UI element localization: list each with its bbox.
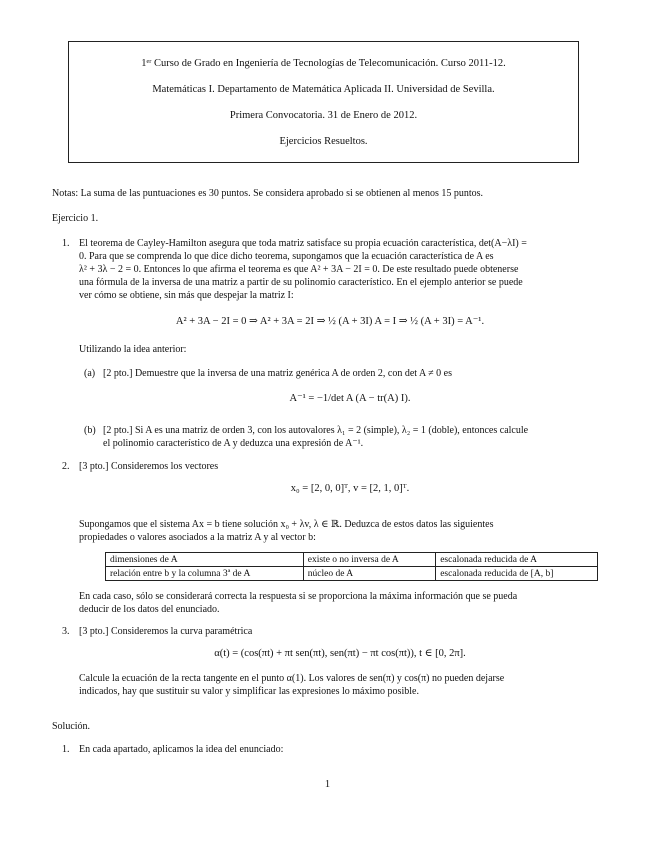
item2-number: 2. <box>62 461 70 472</box>
item3-formula: α(t) = (cos(πt) + πt sen(πt), sen(πt) − πt cos(πt)), t ∈ [0, 2π]. <box>214 648 466 659</box>
item1-formula: A² + 3A − 2I = 0 ⇒ A² + 3A = 2I ⇒ ½ (A + 3I) A = I ⇒ ½ (A + 3I) = A⁻¹. <box>175 316 485 327</box>
table-cell: dimensiones de A <box>106 553 304 567</box>
item1-line4: una fórmula de la inversa de una matriz a partir de su polinomio característico. En el ejemplo anterior se puede <box>79 277 523 288</box>
header-box <box>68 41 579 163</box>
item2-after-line1: En cada caso, sólo se considerará correcta la respuesta si se proporciona la máxima información que se pueda <box>79 591 518 602</box>
item1a-text: [2 pto.] Demuestre que la inversa de una matriz genérica A de orden 2, con det A ≠ 0 es <box>103 368 452 379</box>
item2-vectors: x₀ = [2, 0, 0]ᵀ, v = [2, 1, 0]ᵀ. <box>290 483 410 494</box>
header-department: Matemáticas I. Departamento de Matemática Aplicada II. Universidad de Sevilla. <box>152 84 495 95</box>
item2-intro: [3 pto.] Consideremos los vectores <box>79 461 219 472</box>
table-cell: existe o no inversa de A <box>303 553 435 567</box>
header-course: 1ᵉʳ Curso de Grado en Ingeniería de Tecnologías de Telecomunicación. Curso 2011-12. <box>141 58 506 69</box>
item1b-line2: el polinomio característico de A y deduzca una expresión de A⁻¹. <box>103 438 364 449</box>
item3-intro: [3 pto.] Consideremos la curva paramétrica <box>79 626 253 637</box>
item1-usando: Utilizando la idea anterior: <box>79 344 187 355</box>
item3-paragraph <box>79 672 599 698</box>
header-subtitle: Ejercicios Resueltos. <box>279 136 368 147</box>
item1b-label: (b) <box>84 425 96 436</box>
item1b-paragraph <box>103 424 600 450</box>
properties-table <box>105 552 598 581</box>
item2-after-line2: deducir de los datos del enunciado. <box>79 604 220 615</box>
item1-line2: 0. Para que se comprenda lo que dice dicho teorema, supongamos que la ecuación característica de A es <box>79 251 494 262</box>
table-cell: escalonada reducida de [A, b] <box>436 567 598 581</box>
item2-paragraph <box>79 518 599 544</box>
table-row <box>106 553 598 567</box>
notas: Notas: La suma de las puntuaciones es 30 puntos. Se considera aprobado si se obtienen al menos 15 puntos. <box>52 188 484 199</box>
item1-line5: ver cómo se obtiene, sin más que despejar la matriz I: <box>79 290 294 301</box>
item3-line1: Calcule la ecuación de la recta tangente en el punto α(1). Los valores de sen(π) y cos(π) no pueden dejarse <box>79 673 505 684</box>
item1-number: 1. <box>62 238 70 249</box>
table-cell: escalonada reducida de A <box>436 553 598 567</box>
item2-line2: propiedades o valores asociados a la matriz A y al vector b: <box>79 532 316 543</box>
solucion-number: 1. <box>62 744 70 755</box>
item1a-label: (a) <box>84 368 96 379</box>
solucion-title: Solución. <box>52 721 91 732</box>
table-cell: relación entre b y la columna 3ª de A <box>106 567 304 581</box>
solucion-text: En cada apartado, aplicamos la idea del enunciado: <box>79 744 284 755</box>
item2-after <box>79 590 599 616</box>
item1b-line1: [2 pto.] Si A es una matriz de orden 3, con los autovalores λ₁ = 2 (simple), λ₂ = 1 (doble), entonces calcule <box>103 425 529 436</box>
item1a-formula: A⁻¹ = −1/det A (A − tr(A) I). <box>289 393 411 404</box>
ejercicio-title: Ejercicio 1. <box>52 213 99 224</box>
table-row <box>106 567 598 581</box>
item1-line3: λ² + 3λ − 2 = 0. Entonces lo que afirma el teorema es que A² + 3A − 2I = 0. De este resultado puede obtenerse <box>79 264 519 275</box>
header-convocatoria: Primera Convocatoria. 31 de Enero de 2012. <box>229 110 418 121</box>
item3-line2: indicados, hay que sustituir su valor y simplificar las expresiones lo máximo posible. <box>79 686 419 697</box>
page-number: 1 <box>324 779 331 790</box>
item1-line1: El teorema de Cayley-Hamilton asegura que toda matriz satisface su propia ecuación característica, det(A−λI) = <box>79 238 527 249</box>
table-cell: núcleo de A <box>303 567 435 581</box>
item2-line1: Supongamos que el sistema Ax = b tiene solución x₀ + λv, λ ∈ ℝ. Deduzca de estos datos las siguientes <box>79 519 494 530</box>
item1-paragraph <box>79 237 599 302</box>
item3-number: 3. <box>62 626 70 637</box>
